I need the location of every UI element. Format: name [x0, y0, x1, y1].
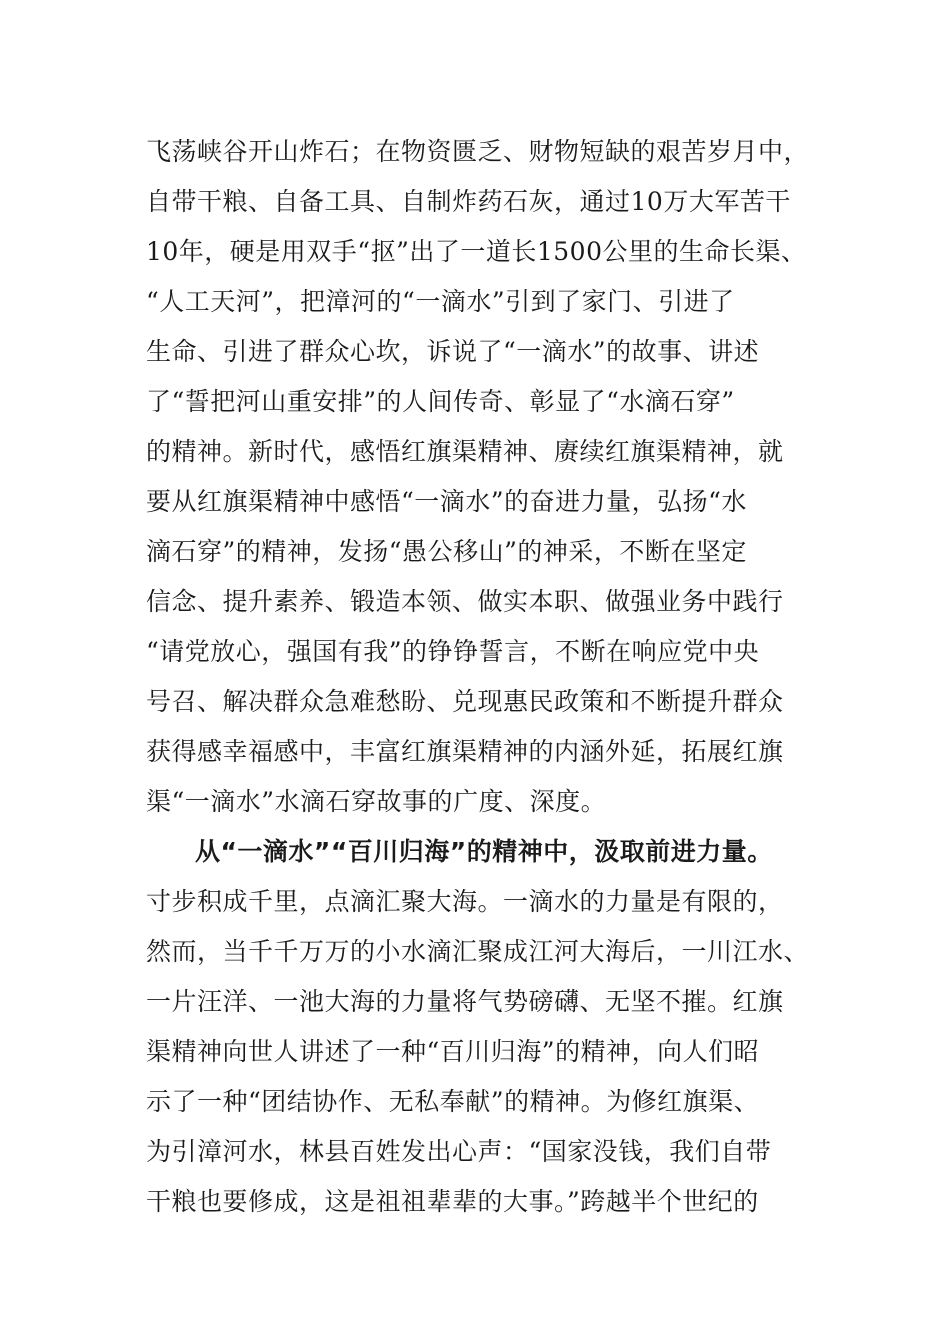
text-line: 渠“一滴水”水滴石穿故事的广度、深度。	[146, 787, 607, 816]
text-line: “请党放心，强国有我”的铮铮誓言，不断在响应党中央	[146, 637, 760, 666]
text-line: 为引漳河水，林县百姓发出心声：“国家没钱，我们自带	[146, 1137, 772, 1166]
text-line: 滴石穿”的精神，发扬“愚公移山”的神采，不断在坚定	[146, 537, 747, 566]
text-line: 渠精神向世人讲述了一种“百川归海”的精神，向人们昭	[146, 1037, 760, 1066]
text-line: 一片汪洋、一池大海的力量将气势磅礴、无坚不摧。红旗	[146, 987, 784, 1016]
text-line: 然而，当千千万万的小水滴汇聚成江河大海后，一川江水、	[146, 937, 810, 966]
text-line: 号召、解决群众急难愁盼、兑现惠民政策和不断提升群众	[146, 687, 784, 716]
text-line: 飞荡峡谷开山炸石；在物资匮乏、财物短缺的艰苦岁月中，	[146, 137, 810, 166]
section-heading: 从“一滴水”“百川归海”的精神中，汲取前进力量。	[195, 837, 773, 866]
text-line: 生命、引进了群众心坎，诉说了“一滴水”的故事、讲述	[146, 337, 760, 366]
text-line: 示了一种“团结协作、无私奉献”的精神。为修红旗渠、	[146, 1087, 760, 1116]
text-line: 获得感幸福感中，丰富红旗渠精神的内涵外延，拓展红旗	[146, 737, 784, 766]
text-line: 的精神。新时代，感悟红旗渠精神、赓续红旗渠精神，就	[146, 437, 784, 466]
text-line: 了“誓把河山重安排”的人间传奇、彰显了“水滴石穿”	[146, 387, 735, 416]
text-line: 10年，硬是用双手“抠”出了一道长1500公里的生命长渠、	[146, 237, 807, 266]
text-line: “人工天河”，把漳河的“一滴水”引到了家门、引进了	[146, 287, 735, 316]
text-line: 要从红旗渠精神中感悟“一滴水”的奋进力量，弘扬“水	[146, 487, 747, 516]
text-line: 干粮也要修成，这是祖祖辈辈的大事。”跨越半个世纪的	[146, 1187, 759, 1216]
text-line: 信念、提升素养、锻造本领、做实本职、做强业务中践行	[146, 587, 784, 616]
text-line: 自带干粮、自备工具、自制炸药石灰，通过10万大军苦干	[146, 187, 791, 216]
text-line: 寸步积成千里，点滴汇聚大海。一滴水的力量是有限的，	[146, 887, 784, 916]
